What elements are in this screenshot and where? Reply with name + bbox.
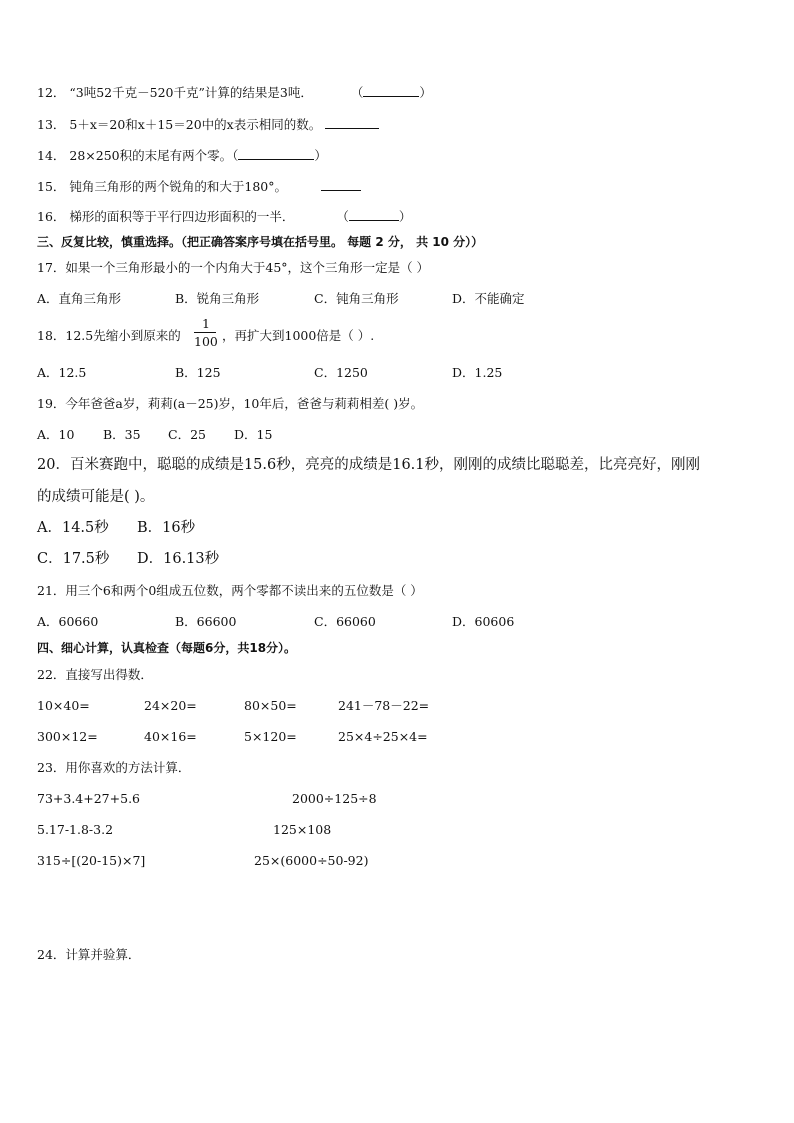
q21-option-c[interactable]: C．66060	[314, 614, 376, 629]
question-17-stem: 17．如果一个三角形最小的一个内角大于45°，这个三角形一定是（ ）	[37, 260, 430, 275]
section-heading-3: 三、反复比较，慎重选择。（把正确答案序号填在括号里。 每题 2 分， 共 10 分））	[37, 235, 484, 249]
question-number: 14．	[37, 148, 66, 163]
question-text: 28×250积的末尾有两个零。（	[69, 148, 239, 163]
q20-option-b[interactable]: B．16秒	[137, 520, 196, 536]
q21-option-a[interactable]: A．60660	[37, 614, 99, 629]
q22-expr: 80×50=	[244, 698, 297, 713]
q22-expr: 25×4÷25×4=	[338, 729, 428, 744]
question-22-stem: 22．直接写出得数．	[37, 667, 153, 682]
question-13	[37, 116, 379, 133]
answer-blank[interactable]	[363, 84, 419, 97]
answer-blank[interactable]	[321, 178, 361, 191]
q23-expr: 5.17-1.8-3.2	[37, 822, 114, 837]
question-24-stem: 24．计算并验算．	[37, 947, 141, 962]
question-18-stem-a: 18．12.5先缩小到原来的	[37, 328, 181, 343]
q17-option-c[interactable]: C．钝角三角形	[314, 291, 399, 306]
question-15	[37, 178, 361, 195]
q22-expr: 10×40=	[37, 698, 90, 713]
fraction-bar	[194, 332, 216, 333]
question-23-stem: 23．用你喜欢的方法计算．	[37, 760, 191, 775]
fraction-one-hundredth	[194, 316, 218, 349]
fraction-numerator: 1	[201, 316, 210, 331]
q17-option-d[interactable]: D．不能确定	[452, 291, 525, 306]
q21-option-b[interactable]: B．66600	[175, 614, 237, 629]
section-heading-4: 四、细心计算，认真检查（每题6分，共18分）。	[37, 641, 297, 655]
q20-option-c[interactable]: C．17.5秒	[37, 551, 110, 567]
question-text: 5＋x＝20和x＋15＝20中的x表示相同的数。	[69, 117, 322, 132]
q22-expr: 40×16=	[144, 729, 197, 744]
q22-expr: 5×120=	[244, 729, 297, 744]
q19-option-a[interactable]: A．10	[37, 427, 75, 442]
q18-option-d[interactable]: D．1.25	[452, 365, 503, 380]
paren-close: ）	[314, 148, 327, 163]
q19-option-c[interactable]: C．25	[168, 427, 206, 442]
question-text: 梯形的面积等于平行四边形面积的一半．	[69, 209, 295, 224]
q20-option-d[interactable]: D．16.13秒	[137, 551, 220, 567]
question-21-stem: 21．用三个6和两个0组成五位数，两个零都不读出来的五位数是（ ）	[37, 583, 423, 598]
question-18-stem-b: ，再扩大到1000倍是（ ）.	[222, 328, 375, 343]
question-text: 钝角三角形的两个锐角的和大于180°。	[69, 179, 287, 194]
q23-expr: 125×108	[273, 822, 332, 837]
q23-expr: 25×(6000÷50-92)	[254, 853, 369, 868]
answer-blank[interactable]	[238, 147, 314, 160]
q23-expr: 315÷[(20-15)×7]	[37, 853, 146, 868]
question-text: “3吨52千克－520千克”计算的结果是3吨．	[69, 85, 313, 100]
question-12	[37, 84, 432, 101]
q19-option-d[interactable]: D．15	[234, 427, 273, 442]
q23-expr: 2000÷125÷8	[292, 791, 377, 806]
question-20-stem-line1: 20．百米赛跑中，聪聪的成绩是15.6秒，亮亮的成绩是16.1秒，刚刚的成绩比聪聪差，比亮亮好，刚刚	[37, 457, 701, 473]
fraction-denominator: 100	[194, 334, 218, 349]
question-16	[37, 208, 411, 225]
paren-close: ）	[419, 85, 432, 100]
q18-option-b[interactable]: B．125	[175, 365, 221, 380]
q17-option-b[interactable]: B．锐角三角形	[175, 291, 260, 306]
q17-option-a[interactable]: A．直角三角形	[37, 291, 122, 306]
paren-open: （	[350, 85, 364, 100]
q20-option-a[interactable]: A．14.5秒	[37, 520, 109, 536]
q19-option-b[interactable]: B．35	[103, 427, 141, 442]
q18-option-a[interactable]: A．12.5	[37, 365, 87, 380]
paren-open: （	[336, 209, 349, 224]
paren-close: ）	[398, 209, 412, 224]
question-number: 15．	[37, 179, 66, 194]
q18-option-c[interactable]: C．1250	[314, 365, 368, 380]
answer-blank[interactable]	[349, 208, 399, 221]
question-19-stem: 19．今年爸爸a岁，莉莉(a－25)岁，10年后，爸爸与莉莉相差( )岁。	[37, 396, 424, 411]
question-14	[37, 147, 327, 164]
answer-blank[interactable]	[325, 116, 379, 129]
question-number: 12．	[37, 85, 66, 100]
q22-expr: 300×12=	[37, 729, 98, 744]
question-20-stem-line2: 的成绩可能是( )。	[37, 489, 155, 505]
q21-option-d[interactable]: D．60606	[452, 614, 515, 629]
q22-expr: 241－78－22=	[338, 698, 430, 713]
question-number: 13．	[37, 117, 66, 132]
q22-expr: 24×20=	[144, 698, 197, 713]
q23-expr: 73+3.4+27+5.6	[37, 791, 140, 806]
question-number: 16．	[37, 209, 66, 224]
